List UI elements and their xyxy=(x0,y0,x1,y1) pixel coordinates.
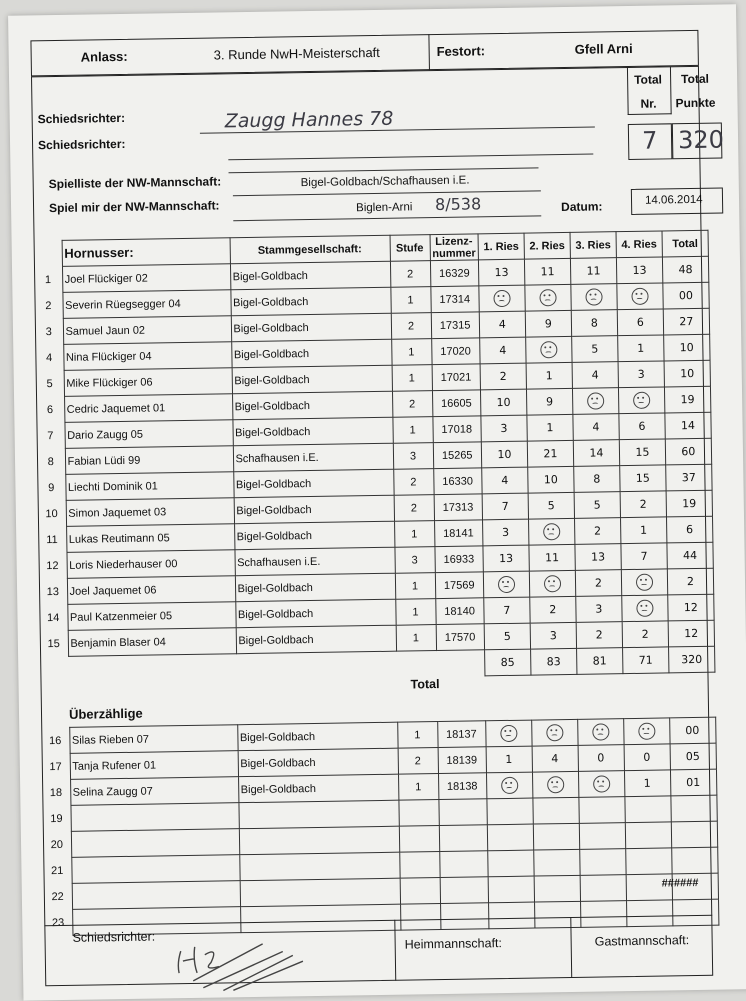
ries-score: 6 xyxy=(617,309,663,336)
ries-score xyxy=(485,720,531,747)
stufe-value: 2 xyxy=(390,261,430,288)
empty-cell xyxy=(671,847,717,874)
frowny-face-icon xyxy=(636,574,653,591)
ries-score: 9 xyxy=(525,310,571,337)
total-row-label: Total xyxy=(410,677,440,692)
spielliste-value: Bigel-Goldbach/Schafhausen i.E. xyxy=(300,174,470,190)
player-name: Joel Jaquemet 06 xyxy=(67,576,235,605)
stufe-value: 3 xyxy=(393,443,433,470)
total-spacer-2 xyxy=(436,650,485,677)
row-total: 12 xyxy=(668,620,714,647)
empty-cell xyxy=(486,798,532,825)
lizenz-value: 17018 xyxy=(432,416,481,443)
ries-score: 1 xyxy=(486,746,532,773)
ries-score: 1 xyxy=(624,770,670,797)
extra-section-label: Überzählige xyxy=(68,705,143,722)
row-total: 60 xyxy=(665,438,711,465)
ries-score: 3 xyxy=(618,361,664,388)
column-total: 81 xyxy=(576,648,622,675)
empty-cell xyxy=(670,795,716,822)
player-name: Paul Katzenmeier 05 xyxy=(67,602,235,631)
ries-score: 5 xyxy=(484,623,530,650)
schiedsrichter-label-1: Schiedsrichter: xyxy=(37,110,126,127)
ries-score: 7 xyxy=(621,543,667,570)
row-number: 8 xyxy=(47,455,54,468)
ries-score: 4 xyxy=(480,337,526,364)
empty-cell xyxy=(487,850,533,877)
ries-score: 1 xyxy=(526,362,572,389)
empty-cell xyxy=(488,876,534,903)
ries-score: 5 xyxy=(572,336,618,363)
row-number: 22 xyxy=(51,890,64,903)
player-name: Silas Rieben 07 xyxy=(69,725,237,754)
ries-score: 14 xyxy=(573,440,619,467)
ries-score: 7 xyxy=(482,493,528,520)
ries-score: 3 xyxy=(482,519,528,546)
lizenz-value: 16605 xyxy=(432,390,481,417)
empty-cell xyxy=(400,878,440,905)
empty-cell xyxy=(239,852,399,881)
ries-score: 21 xyxy=(527,440,573,467)
row-total: 05 xyxy=(670,743,716,770)
total-punkte-label-2: Punkte xyxy=(675,95,716,111)
club-name: Bigel-Goldbach xyxy=(235,573,395,602)
empty-cell xyxy=(533,823,579,850)
lizenz-value: 17314 xyxy=(430,286,479,313)
ries-score xyxy=(577,719,623,746)
ries-score: 11 xyxy=(570,258,616,285)
ries-score: 10 xyxy=(528,466,574,493)
player-name: Nina Flückiger 04 xyxy=(63,342,231,371)
ries-score: 2 xyxy=(620,491,666,518)
frowny-face-icon xyxy=(547,776,564,793)
player-name: Lukas Reutimann 05 xyxy=(66,524,234,553)
club-name: Bigel-Goldbach xyxy=(230,261,390,290)
ries-score xyxy=(483,571,529,598)
stufe-value: 2 xyxy=(392,391,432,418)
footer-box xyxy=(44,915,713,986)
lizenz-value: 18139 xyxy=(438,747,486,774)
lizenz-value: 18140 xyxy=(435,598,484,625)
footer-schiedsrichter-label: Schiedsrichter: xyxy=(72,929,156,945)
frowny-face-icon xyxy=(493,290,510,307)
lizenz-value: 17570 xyxy=(436,624,485,651)
total-label-spacer xyxy=(68,651,436,683)
stufe-value: 2 xyxy=(391,313,431,340)
row-number: 1 xyxy=(44,273,52,286)
row-total: 48 xyxy=(662,256,708,283)
ries-score: 5 xyxy=(574,492,620,519)
stufe-value: 1 xyxy=(396,625,436,652)
ries-score: 15 xyxy=(619,439,665,466)
empty-cell xyxy=(671,821,717,848)
row-number: 7 xyxy=(47,429,54,442)
column-header-stufe: Stufe xyxy=(390,235,430,262)
ries-score: 7 xyxy=(484,597,530,624)
ries-score: 8 xyxy=(574,466,620,493)
empty-cell xyxy=(625,822,671,849)
stufe-value: 3 xyxy=(394,547,434,574)
total-punkte-label-1: Total xyxy=(681,71,710,87)
empty-cell xyxy=(579,849,625,876)
row-number: 14 xyxy=(47,611,60,624)
ries-score xyxy=(617,283,663,310)
ries-score xyxy=(531,719,577,746)
row-number: 6 xyxy=(46,403,54,416)
row-number: 3 xyxy=(45,325,52,338)
ries-score: 13 xyxy=(478,259,524,286)
frowny-face-icon xyxy=(539,289,556,306)
empty-cell xyxy=(534,875,580,902)
footer-gast-label: Gastmannschaft: xyxy=(594,933,690,949)
stufe-value: 2 xyxy=(393,469,433,496)
club-name: Schafhausen i.E. xyxy=(234,547,394,576)
ries-score: 8 xyxy=(571,310,617,337)
ries-score: 0 xyxy=(578,745,624,772)
empty-cell xyxy=(71,855,239,884)
player-name: Benjamin Blaser 04 xyxy=(68,628,236,657)
spiel-mir-label: Spiel mir der NW-Mannschaft: xyxy=(48,198,220,216)
ries-score: 9 xyxy=(526,388,572,415)
ries-score xyxy=(529,570,575,597)
ries-score xyxy=(571,284,617,311)
ries-score: 1 xyxy=(620,517,666,544)
row-total: 10 xyxy=(664,360,710,387)
row-total: 44 xyxy=(667,542,713,569)
stufe-value: 1 xyxy=(395,573,435,600)
column-total: 71 xyxy=(622,647,668,674)
ries-score: 4 xyxy=(479,311,525,338)
column-header-stammgesellschaft: Stammgesellschaft: xyxy=(230,235,390,264)
ries-score: 13 xyxy=(575,544,621,571)
ries-score: 11 xyxy=(524,258,570,285)
lizenz-value: 18137 xyxy=(437,721,485,748)
total-punkte-value: 320 xyxy=(677,125,725,155)
row-number: 9 xyxy=(48,481,55,494)
ries-score: 13 xyxy=(483,545,529,572)
total-spacer xyxy=(40,656,68,682)
row-number: 5 xyxy=(46,377,53,390)
club-name: Bigel-Goldbach xyxy=(231,339,391,368)
stufe-value: 1 xyxy=(392,365,432,392)
row-total: 10 xyxy=(664,334,710,361)
ries-score xyxy=(528,518,574,545)
column-header-total: Total xyxy=(662,230,708,257)
ries-score: 5 xyxy=(528,492,574,519)
row-total: 00 xyxy=(663,282,709,309)
frowny-face-icon xyxy=(631,288,648,305)
ries-score: 1 xyxy=(618,335,664,362)
lizenz-value: 17315 xyxy=(431,312,480,339)
empty-cell xyxy=(578,797,624,824)
spielliste-label: Spielliste der NW-Mannschaft: xyxy=(48,174,222,192)
datum-label: Datum: xyxy=(561,199,603,215)
player-name: Simon Jaquemet 03 xyxy=(66,498,234,527)
empty-cell xyxy=(399,852,439,879)
hash-marks: ###### xyxy=(661,876,699,890)
row-total: 12 xyxy=(668,594,714,621)
schiedsrichter-value: Zaugg Hannes 78 xyxy=(224,107,394,133)
empty-cell xyxy=(240,878,400,907)
stufe-value: 2 xyxy=(394,495,434,522)
empty-cell xyxy=(438,799,486,826)
frowny-face-icon xyxy=(544,575,561,592)
empty-cell xyxy=(398,800,438,827)
column-header-ries-4: 4. Ries xyxy=(616,231,662,258)
empty-cell xyxy=(579,823,625,850)
ries-score: 2 xyxy=(480,363,526,390)
column-total: 320 xyxy=(668,646,714,673)
club-name: Bigel-Goldbach xyxy=(235,599,395,628)
footer-heim-label: Heimmannschaft: xyxy=(404,936,503,952)
ries-score: 13 xyxy=(616,257,662,284)
lizenz-value: 16933 xyxy=(434,546,483,573)
club-name: Bigel-Goldbach xyxy=(230,287,390,316)
empty-cell xyxy=(624,796,670,823)
ries-score: 2 xyxy=(574,518,620,545)
row-number: 13 xyxy=(46,585,60,598)
ries-score xyxy=(479,285,525,312)
empty-cell xyxy=(439,825,487,852)
stufe-value: 1 xyxy=(397,722,437,749)
lizenz-value: 16329 xyxy=(430,260,479,287)
ries-score: 10 xyxy=(481,441,527,468)
ries-score: 4 xyxy=(573,414,619,441)
empty-cell xyxy=(239,826,399,855)
ries-score: 0 xyxy=(624,744,670,771)
spiel-mir-handwritten: 8/538 xyxy=(434,194,482,215)
ries-score xyxy=(622,595,668,622)
club-name: Bigel-Goldbach xyxy=(232,365,392,394)
column-header-ries-1: 1. Ries xyxy=(478,233,524,260)
frowny-face-icon xyxy=(593,775,610,792)
club-name: Bigel-Goldbach xyxy=(234,521,394,550)
frowny-face-icon xyxy=(587,392,604,409)
ries-score xyxy=(532,771,578,798)
stufe-value: 1 xyxy=(398,774,438,801)
player-name: Mike Flückiger 06 xyxy=(64,368,232,397)
festort-label: Festort: xyxy=(436,43,486,59)
row-number: 16 xyxy=(48,734,62,747)
ries-score xyxy=(526,336,572,363)
player-name: Dario Zaugg 05 xyxy=(64,420,232,449)
player-name: Fabian Lüdi 99 xyxy=(65,446,233,475)
player-name: Selina Zaugg 07 xyxy=(70,777,238,806)
row-total: 27 xyxy=(663,308,709,335)
ries-score: 4 xyxy=(572,362,618,389)
player-name: Joel Flückiger 02 xyxy=(62,264,230,293)
empty-cell xyxy=(487,824,533,851)
empty-cell xyxy=(238,800,398,829)
club-name: Bigel-Goldbach xyxy=(236,625,396,654)
stufe-value: 1 xyxy=(394,521,434,548)
empty-cell xyxy=(70,803,238,832)
frowny-face-icon xyxy=(633,392,650,409)
row-number: 21 xyxy=(51,864,64,877)
total-nr-label-1: Total xyxy=(634,72,663,87)
ries-score: 3 xyxy=(576,596,622,623)
score-table xyxy=(34,230,716,684)
anlass-value: 3. Runde NwH-Meisterschaft xyxy=(213,44,380,63)
ries-score: 2 xyxy=(530,596,576,623)
club-name: Bigel-Goldbach xyxy=(231,313,391,342)
lizenz-value: 15265 xyxy=(433,442,482,469)
row-number: 23 xyxy=(51,916,65,929)
frowny-face-icon xyxy=(592,723,609,740)
frowny-face-icon xyxy=(546,724,563,741)
player-name: Tanja Rufener 01 xyxy=(70,751,238,780)
column-header-ries-2: 2. Ries xyxy=(524,232,570,259)
stufe-value: 1 xyxy=(390,287,430,314)
ries-score: 3 xyxy=(481,415,527,442)
schiedsrichter-label-2: Schiedsrichter: xyxy=(37,136,126,153)
frowny-face-icon xyxy=(540,341,557,358)
club-name: Bigel-Goldbach xyxy=(233,469,393,498)
row-number: 12 xyxy=(46,559,59,572)
empty-cell xyxy=(532,797,578,824)
club-name: Bigel-Goldbach xyxy=(232,391,392,420)
club-name: Bigel-Goldbach xyxy=(237,722,397,751)
club-name: Bigel-Goldbach xyxy=(238,748,398,777)
ries-score xyxy=(525,284,571,311)
extra-table xyxy=(41,717,719,937)
frowny-face-icon xyxy=(498,576,515,593)
ries-score: 2 xyxy=(575,570,621,597)
empty-cell xyxy=(533,849,579,876)
stufe-value: 2 xyxy=(398,748,438,775)
lizenz-value: 18138 xyxy=(438,773,486,800)
row-number: 20 xyxy=(50,838,64,851)
lizenz-value: 16330 xyxy=(433,468,482,495)
total-nr-label-2: Nr. xyxy=(640,96,657,111)
frowny-face-icon xyxy=(636,600,653,617)
ries-score: 3 xyxy=(530,622,576,649)
column-header-lizenz: Lizenz-nummer xyxy=(430,234,479,261)
club-name: Bigel-Goldbach xyxy=(234,495,394,524)
lizenz-value: 17020 xyxy=(431,338,480,365)
row-total: 00 xyxy=(669,717,715,744)
row-number: 15 xyxy=(47,637,60,650)
stufe-value: 1 xyxy=(392,417,432,444)
row-total: 2 xyxy=(667,568,713,595)
row-total: 01 xyxy=(670,769,716,796)
ries-score: 1 xyxy=(527,414,573,441)
row-number: 19 xyxy=(50,812,63,825)
row-number: 10 xyxy=(45,507,58,520)
frowny-face-icon xyxy=(500,725,517,742)
score-sheet xyxy=(8,4,746,1000)
ries-score: 6 xyxy=(619,413,665,440)
ries-score: 2 xyxy=(576,622,622,649)
player-name: Loris Niederhauser 00 xyxy=(66,550,234,579)
column-header-hornusser: Hornusser: xyxy=(62,238,230,267)
referee-signature xyxy=(172,930,353,993)
player-name: Severin Rüegsegger 04 xyxy=(62,290,230,319)
anlass-label: Anlass: xyxy=(80,48,128,65)
player-name: Liechti Dominik 01 xyxy=(65,472,233,501)
row-number: 2 xyxy=(45,299,52,312)
lizenz-value: 17021 xyxy=(432,364,481,391)
empty-cell xyxy=(399,826,439,853)
ries-score xyxy=(486,772,532,799)
header-spacer xyxy=(34,240,62,266)
festort-value: Gfell Arni xyxy=(574,40,633,57)
column-header-ries-3: 3. Ries xyxy=(570,232,616,259)
frowny-face-icon xyxy=(638,723,655,740)
ries-score xyxy=(623,718,669,745)
empty-cell xyxy=(440,877,488,904)
lizenz-value: 17313 xyxy=(434,494,483,521)
player-name: Cedric Jaquemet 01 xyxy=(64,394,232,423)
stufe-value: 1 xyxy=(391,339,431,366)
club-name: Bigel-Goldbach xyxy=(232,417,392,446)
row-total: 14 xyxy=(665,412,711,439)
club-name: Schafhausen i.E. xyxy=(233,443,393,472)
ries-score: 10 xyxy=(480,389,526,416)
empty-cell xyxy=(625,848,671,875)
player-name: Samuel Jaun 02 xyxy=(63,316,231,345)
column-total: 83 xyxy=(530,648,576,675)
ries-score: 2 xyxy=(622,621,668,648)
empty-cell xyxy=(71,829,239,858)
stufe-value: 1 xyxy=(395,599,435,626)
row-total: 6 xyxy=(666,516,712,543)
lizenz-value: 18141 xyxy=(434,520,483,547)
row-total: 19 xyxy=(666,490,712,517)
row-total: 37 xyxy=(666,464,712,491)
ries-score: 4 xyxy=(482,467,528,494)
frowny-face-icon xyxy=(501,777,518,794)
ries-score xyxy=(578,771,624,798)
ries-score xyxy=(621,569,667,596)
club-name: Bigel-Goldbach xyxy=(238,774,398,803)
ries-score xyxy=(572,388,618,415)
datum-value: 14.06.2014 xyxy=(644,193,703,207)
ries-score: 4 xyxy=(532,745,578,772)
row-number: 18 xyxy=(49,786,63,799)
empty-cell xyxy=(72,881,240,910)
empty-cell xyxy=(439,851,487,878)
lizenz-value: 17569 xyxy=(435,572,484,599)
row-number: 17 xyxy=(49,760,62,773)
ries-score: 15 xyxy=(620,465,666,492)
row-number: 4 xyxy=(46,351,53,364)
total-nr-value: 7 xyxy=(641,126,658,155)
spiel-mir-value: Biglen-Arni xyxy=(356,201,413,215)
frowny-face-icon xyxy=(585,288,602,305)
frowny-face-icon xyxy=(543,523,560,540)
column-total: 85 xyxy=(484,649,530,676)
ries-score: 11 xyxy=(529,544,575,571)
row-number: 11 xyxy=(46,533,58,546)
empty-cell xyxy=(580,875,626,902)
ries-score xyxy=(618,387,664,414)
row-total: 19 xyxy=(664,386,710,413)
